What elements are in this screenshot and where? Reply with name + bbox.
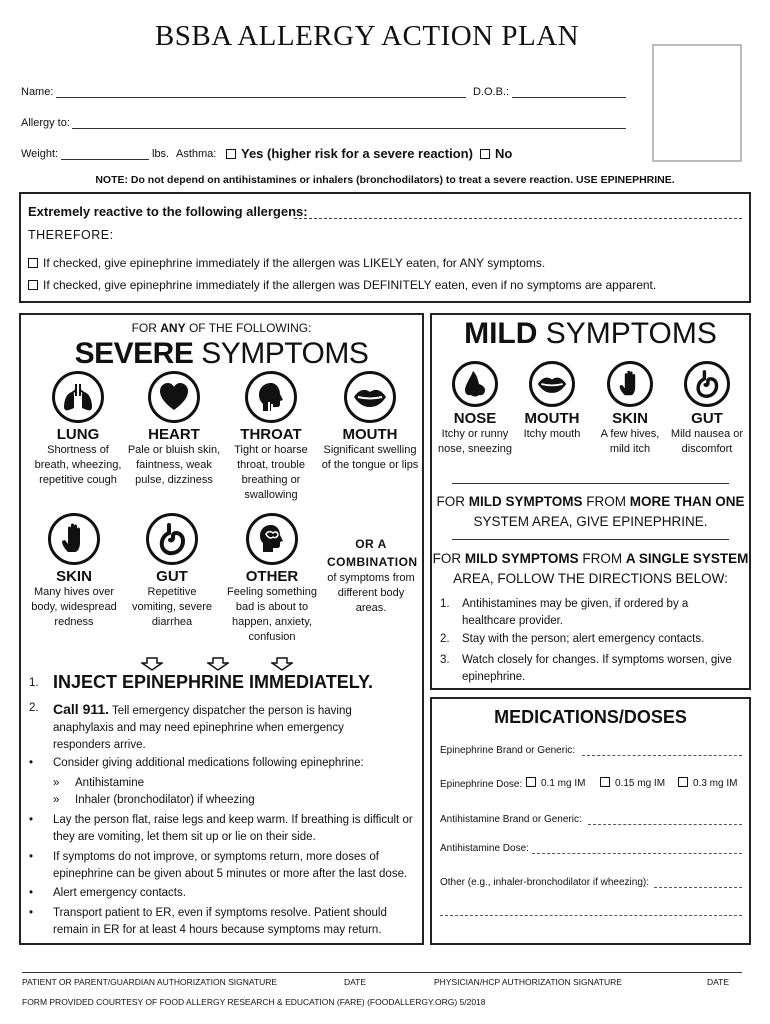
photo-placeholder[interactable] bbox=[652, 44, 742, 162]
heart-icon bbox=[148, 371, 200, 423]
epi-brand-label: Epinephrine Brand or Generic: bbox=[440, 745, 576, 756]
bullet-dot: • bbox=[29, 907, 34, 919]
hand-icon bbox=[607, 361, 653, 407]
mild-gut bbox=[670, 361, 744, 457]
reactive-allergens-field[interactable] bbox=[294, 218, 742, 219]
allergy-label: Allergy to: bbox=[21, 117, 70, 129]
antihistamine-brand-field[interactable] bbox=[588, 824, 742, 825]
other-med-label: Other (e.g., inhaler-bronchodilator if wheezing): bbox=[440, 877, 649, 888]
mild-mouth-desc: Itchy mouth bbox=[523, 428, 581, 440]
asthma-no-label: No bbox=[495, 146, 513, 161]
name-label: Name: bbox=[21, 86, 54, 98]
epinephrine-note: NOTE: Do not depend on antihistamines or inhalers (bronchodilators) to treat a severe reaction. USE EPINEPHRINE. bbox=[95, 174, 675, 186]
mild-gut-name: GUT bbox=[691, 410, 723, 427]
therefore-label: THEREFORE: bbox=[28, 228, 114, 242]
severe-other bbox=[223, 513, 321, 645]
patient-signature-label: PATIENT OR PARENT/GUARDIAN AUTHORIZATION SIGNATURE bbox=[22, 977, 278, 987]
page-title: BSBA ALLERGY ACTION PLAN bbox=[154, 20, 580, 52]
nose-icon bbox=[452, 361, 498, 407]
bullet-repeat-dose: If symptoms do not improve, or symptoms return, more doses of epinephrine can be given about 5 minutes or more after the last dose. bbox=[53, 851, 408, 880]
severe-heart-desc: Pale or bluish skin, faintness, weak pulse, dizziness bbox=[127, 444, 221, 486]
severe-throat bbox=[223, 371, 319, 503]
reactive-heading: Extremely reactive to the following allergens: bbox=[28, 204, 308, 219]
combination-desc: of symptoms from different body areas. bbox=[327, 572, 415, 614]
severe-skin bbox=[25, 513, 123, 630]
mild-nose bbox=[438, 361, 512, 457]
asthma-yes-label: Yes (higher risk for a severe reaction) bbox=[241, 146, 473, 161]
mouth-icon bbox=[344, 371, 396, 423]
severe-title: SEVERE SYMPTOMS bbox=[74, 337, 369, 370]
dob-field[interactable] bbox=[512, 97, 626, 98]
throat-icon bbox=[245, 371, 297, 423]
bullet-alert: Alert emergency contacts. bbox=[53, 887, 186, 899]
reactive-allergens-box bbox=[19, 192, 751, 303]
mild-step-number: 2. bbox=[440, 633, 450, 645]
step-1-number: 1. bbox=[29, 677, 39, 689]
severe-throat-name: THROAT bbox=[240, 426, 302, 443]
asthma-no-option[interactable] bbox=[480, 146, 512, 161]
likely-eaten-option[interactable] bbox=[28, 256, 545, 270]
severe-skin-name: SKIN bbox=[56, 568, 92, 585]
combination-note bbox=[327, 535, 418, 616]
sub-inhaler: Inhaler (bronchodilator) if wheezing bbox=[75, 794, 255, 806]
combination-heading: OR A COMBINATION bbox=[327, 537, 418, 569]
antihistamine-brand-label: Antihistamine Brand or Generic: bbox=[440, 814, 582, 825]
mild-step-2: Stay with the person; alert emergency contacts. bbox=[462, 633, 705, 645]
lung-icon bbox=[52, 371, 104, 423]
stomach-icon bbox=[146, 513, 198, 565]
severe-gut-desc: Repetitive vomiting, severe diarrhea bbox=[131, 586, 213, 628]
mouth-icon bbox=[529, 361, 575, 407]
severe-mouth bbox=[321, 371, 419, 473]
name-field[interactable] bbox=[56, 97, 466, 98]
dose-checkbox[interactable] bbox=[600, 777, 610, 787]
other-med-field-2[interactable] bbox=[440, 915, 742, 916]
form-credit: FORM PROVIDED COURTESY OF FOOD ALLERGY RESEARCH & EDUCATION (FARE) (FOODALLERGY.ORG) 5/2018 bbox=[22, 997, 486, 1007]
severe-intro: FOR ANY OF THE FOLLOWING: bbox=[131, 321, 312, 335]
allergy-field[interactable] bbox=[72, 128, 626, 129]
dob-label: D.O.B.: bbox=[473, 86, 510, 98]
bullet-dot: • bbox=[29, 851, 34, 863]
mild-step-number: 1. bbox=[440, 598, 450, 610]
mild-symptoms-box bbox=[430, 313, 751, 690]
mild-nose-desc: Itchy or runny nose, sneezing bbox=[438, 428, 512, 455]
asthma-no-checkbox[interactable] bbox=[480, 149, 490, 159]
medications-box bbox=[430, 697, 751, 945]
severe-gut bbox=[125, 513, 219, 630]
epi-dose-label: Epinephrine Dose: bbox=[440, 779, 523, 790]
severe-mouth-desc: Significant swelling of the tongue or lips bbox=[321, 444, 419, 471]
mild-nose-name: NOSE bbox=[453, 410, 497, 427]
medications-title: MEDICATIONS/DOSES bbox=[494, 707, 687, 727]
definitely-eaten-checkbox[interactable] bbox=[28, 280, 38, 290]
bullet-lay-flat: Lay the person flat, raise legs and keep warm. If breathing is difficult or they are vomiting, let them sit up or lie on their side. bbox=[53, 814, 413, 843]
dose-checkbox[interactable] bbox=[678, 777, 688, 787]
sub-antihistamine: Antihistamine bbox=[75, 777, 145, 789]
weight-label: Weight: bbox=[21, 148, 59, 160]
mild-step-3: Watch closely for changes. If symptoms worsen, give epinephrine. bbox=[462, 654, 732, 683]
likely-eaten-label: If checked, give epinephrine immediately if the allergen was LIKELY eaten, for ANY symptoms. bbox=[43, 256, 546, 270]
bullet-dot: • bbox=[29, 887, 34, 899]
mild-skin bbox=[592, 361, 668, 457]
physician-date-label: DATE bbox=[707, 977, 730, 987]
bullet-transport: Transport patient to ER, even if symptoms resolve. Patient should remain in ER for at least 4 hours because symptoms may return. bbox=[53, 907, 387, 936]
dose-checkbox[interactable] bbox=[526, 777, 536, 787]
mild-single-system: FOR MILD SYMPTOMS FROM A SINGLE SYSTEM AREA, FOLLOW THE DIRECTIONS BELOW: bbox=[432, 551, 749, 586]
other-med-field[interactable] bbox=[654, 887, 742, 888]
bullet-consider: Consider giving additional medications following epinephrine: bbox=[53, 757, 364, 769]
mild-mouth-name: MOUTH bbox=[524, 410, 580, 427]
severe-skin-desc: Many hives over body, widespread redness bbox=[31, 586, 117, 628]
asthma-yes-checkbox[interactable] bbox=[226, 149, 236, 159]
definitely-eaten-option[interactable] bbox=[28, 278, 656, 292]
mild-step-1: Antihistamines may be given, if ordered by a healthcare provider. bbox=[462, 598, 689, 627]
dose-label: 0.1 mg IM bbox=[541, 778, 586, 789]
mild-gut-desc: Mild nausea or discomfort bbox=[670, 428, 744, 455]
severe-gut-name: GUT bbox=[156, 568, 188, 585]
divider bbox=[452, 539, 729, 540]
weight-field[interactable] bbox=[61, 159, 149, 160]
head-icon bbox=[246, 513, 298, 565]
severe-other-desc: Feeling something bad is about to happen, anxiety, confusion bbox=[227, 586, 317, 643]
lbs-label: lbs. bbox=[152, 148, 170, 160]
bullet-dot: • bbox=[29, 757, 34, 769]
severe-mouth-name: MOUTH bbox=[342, 426, 398, 443]
dose-label: 0.3 mg IM bbox=[693, 778, 738, 789]
divider bbox=[452, 483, 729, 484]
dose-0-1-option[interactable] bbox=[526, 777, 585, 789]
mild-skin-desc: A few hives, mild itch bbox=[600, 428, 660, 455]
asthma-label: Asthma: bbox=[176, 148, 217, 160]
severe-heart bbox=[127, 371, 221, 488]
sub-bullet: » bbox=[53, 777, 60, 789]
mild-step-number: 3. bbox=[440, 654, 450, 666]
mild-title: MILD SYMPTOMS bbox=[464, 317, 717, 350]
antihistamine-dose-label: Antihistamine Dose: bbox=[440, 843, 529, 854]
signature-line[interactable] bbox=[22, 972, 742, 973]
sub-bullet: » bbox=[53, 794, 60, 806]
severe-heart-name: HEART bbox=[148, 426, 200, 443]
asthma-yes-option[interactable] bbox=[226, 146, 473, 161]
severe-symptoms-box bbox=[19, 313, 424, 945]
step-2-number: 2. bbox=[29, 702, 39, 714]
dose-0-15-option[interactable] bbox=[600, 777, 665, 789]
physician-signature-label: PHYSICIAN/HCP AUTHORIZATION SIGNATURE bbox=[434, 977, 622, 987]
dose-label: 0.15 mg IM bbox=[615, 778, 666, 789]
dose-0-3-option[interactable] bbox=[678, 777, 737, 789]
bullet-dot: • bbox=[29, 814, 34, 826]
step-1-inject: INJECT EPINEPHRINE IMMEDIATELY. bbox=[53, 672, 374, 692]
patient-date-label: DATE bbox=[344, 977, 367, 987]
step-2-call: Call 911. Tell emergency dispatcher the person is having anaphylaxis and may need epinephrine when emergency responders arrive. bbox=[53, 701, 352, 751]
severe-lung bbox=[29, 371, 127, 488]
severe-throat-desc: Tight or hoarse throat, trouble breathing or swallowing bbox=[234, 444, 308, 501]
mild-skin-name: SKIN bbox=[612, 410, 648, 427]
hand-icon bbox=[48, 513, 100, 565]
definitely-eaten-label: If checked, give epinephrine immediately if the allergen was DEFINITELY eaten, even if no symptoms are apparent. bbox=[43, 278, 657, 292]
stomach-icon bbox=[684, 361, 730, 407]
severe-other-name: OTHER bbox=[245, 568, 299, 585]
antihistamine-dose-field[interactable] bbox=[532, 853, 742, 854]
severe-lung-name: LUNG bbox=[56, 426, 100, 443]
mild-mouth bbox=[514, 361, 590, 442]
likely-eaten-checkbox[interactable] bbox=[28, 258, 38, 268]
epi-brand-field[interactable] bbox=[582, 755, 742, 756]
severe-lung-desc: Shortness of breath, wheezing, repetitive cough bbox=[34, 444, 122, 486]
mild-multi-system: FOR MILD SYMPTOMS FROM MORE THAN ONE SYSTEM AREA, GIVE EPINEPHRINE. bbox=[436, 494, 745, 529]
